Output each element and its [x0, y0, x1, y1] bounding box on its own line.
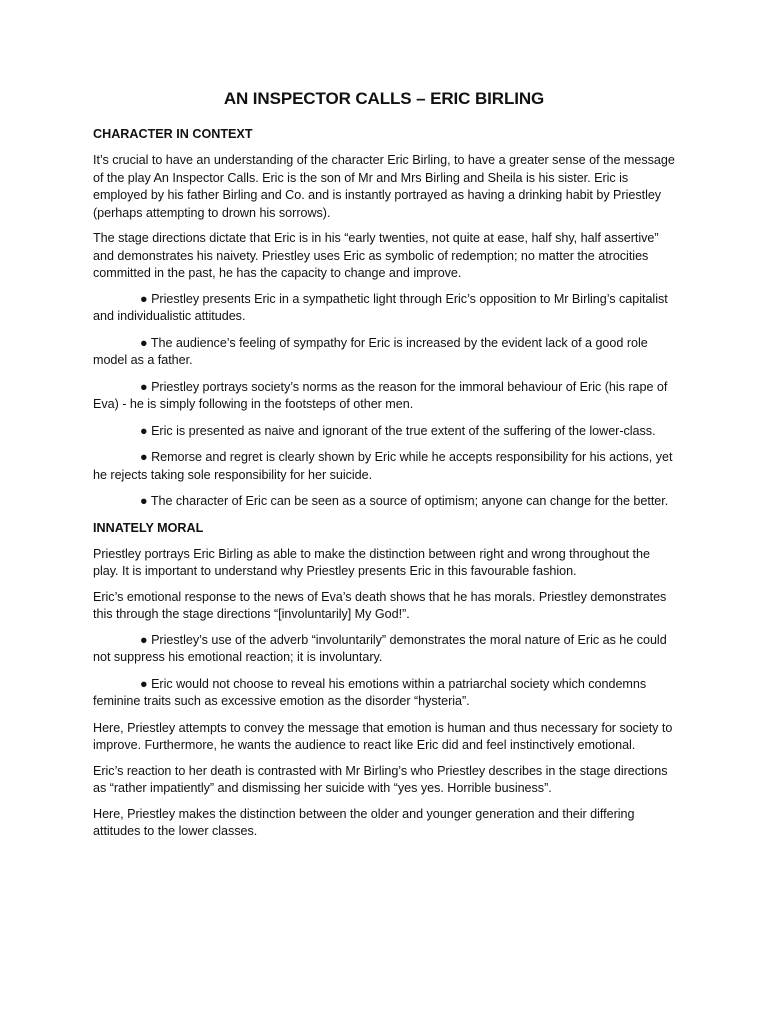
bullet-icon: ●: [140, 335, 148, 350]
bullet-icon: ●: [140, 450, 148, 464]
context-bullet-item-2: [93, 335, 675, 370]
context-bullet-item-3: [93, 379, 675, 414]
context-bullet-text-6: The character of Eric can be seen as a source of optimism; anyone can change for the better.: [150, 494, 669, 508]
bullet-icon: ●: [140, 494, 148, 508]
context-bullet-item-4: [93, 423, 675, 441]
section-heading-innately-moral: INNATELY MORAL: [93, 520, 204, 535]
context-paragraph-1: It’s crucial to have an understanding of the character Eric Birling, to have a greater sense of the message of the play An Inspector Calls. Eric is the son of Mr and Mrs Birling and Sheila is his sister. Eric is employed by his father Birling and Co. and is instantly portrayed as having a drinking habit by Priestley (perhaps attempting to drown his sorrows).: [93, 153, 675, 220]
section-heading-character-in-context: CHARACTER IN CONTEXT: [93, 127, 253, 141]
moral-paragraph-3: Here, Priestley attempts to convey the message that emotion is human and thus necessary for society to improve. Furthermore, he wants the audience to react like Eric did and feel instinctively emotional.: [93, 720, 673, 752]
context-bullet-item-5: [93, 449, 675, 484]
bullet-icon: ●: [140, 423, 148, 438]
context-bullet-item-6: [93, 493, 675, 511]
moral-paragraph-5: Here, Priestley makes the distinction between the older and younger generation and their differing attitudes to the lower classes.: [93, 806, 635, 838]
moral-paragraph-1: Priestley portrays Eric Birling as able to make the distinction between right and wrong throughout the play. It is important to understand why Priestley presents Eric in this favourable fashion.: [93, 546, 650, 578]
context-bullet-text-1: Priestley presents Eric in a sympathetic light through Eric’s opposition to Mr Birling’s capitalist and individualistic attitudes.: [93, 291, 668, 323]
moral-bullet-item-1: [93, 632, 675, 667]
context-bullet-text-4: Eric is presented as naive and ignorant of the true extent of the suffering of the lower-class.: [151, 423, 656, 438]
moral-bullet-text-2: Eric would not choose to reveal his emotions within a patriarchal society which condemns feminine traits such as excessive emotion as the disorder “hysteria”.: [93, 676, 647, 708]
context-bullet-text-2: The audience’s feeling of sympathy for Eric is increased by the evident lack of a good role model as a father.: [93, 335, 648, 367]
page-title: AN INSPECTOR CALLS – ERIC BIRLING: [223, 89, 545, 108]
moral-paragraph-4: Eric’s reaction to her death is contrasted with Mr Birling’s who Priestley describes in the stage directions as “rather impatiently” and dismissing her suicide with “yes yes. Horrible business”.: [93, 763, 668, 795]
context-bullet-text-3: Priestley portrays society’s norms as the reason for the immoral behaviour of Eric (his rape of Eva) - he is simply following in the footsteps of other men.: [93, 379, 668, 411]
bullet-icon: ●: [140, 632, 148, 647]
bullet-icon: ●: [140, 291, 148, 306]
context-bullet-item-1: [93, 291, 675, 326]
bullet-icon: ●: [140, 676, 148, 691]
moral-bullet-item-2: [93, 676, 675, 711]
context-paragraph-2: The stage directions dictate that Eric is in his “early twenties, not quite at ease, half shy, half assertive” and demonstrates his naivety. Priestley uses Eric as symbolic of redemption; no matter the atrocities committed in the past, he has the capacity to change and improve.: [93, 231, 659, 280]
context-bullet-text-5: Remorse and regret is clearly shown by Eric while he accepts responsibility for his actions, yet he rejects taking sole responsibility for her suicide.: [93, 450, 673, 482]
bullet-icon: ●: [140, 379, 148, 394]
document-content: [93, 88, 675, 849]
moral-paragraph-2: Eric’s emotional response to the news of Eva’s death shows that he has morals. Priestley demonstrates this through the stage directions “[involuntarily] My God!”.: [93, 589, 667, 621]
moral-bullet-text-1: Priestley’s use of the adverb “involuntarily” demonstrates the moral nature of Eric as he could not suppress his emotional reaction; it is involuntary.: [93, 632, 667, 664]
